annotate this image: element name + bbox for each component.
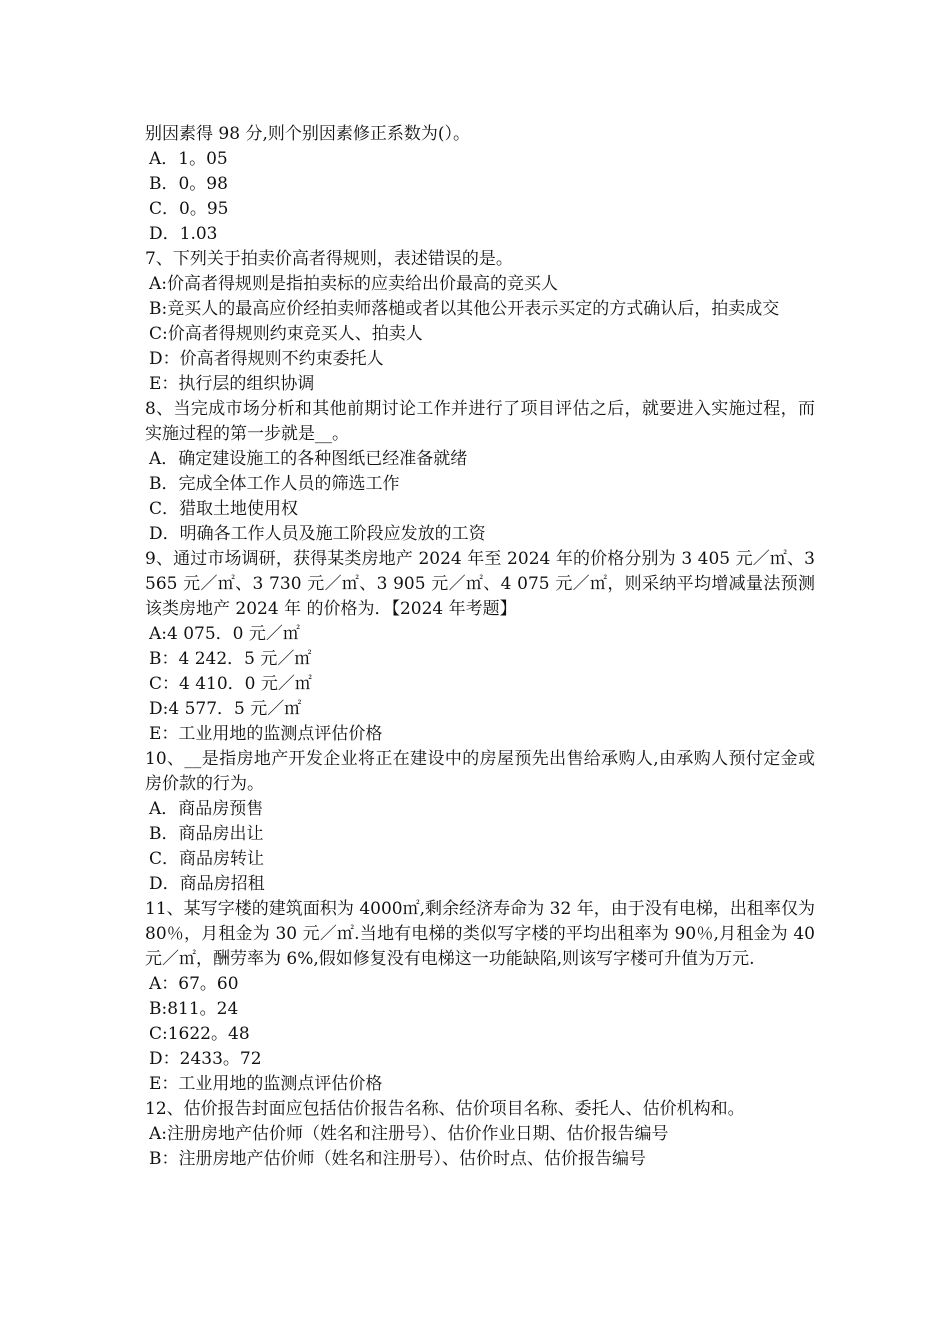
answer-option: A．确定建设施工的各种图纸已经准备就绪 [149,449,468,469]
question-text: 12、估价报告封面应包括估价报告名称、估价项目名称、委托人、估价机构和。 [145,1099,745,1119]
question-text: 7、下列关于拍卖价高者得规则，表述错误的是。 [145,249,513,269]
answer-option: C．0。95 [149,199,229,219]
question-text: 10、__是指房地产开发企业将正在建设中的房屋预先出售给承购人,由承购人预付定金或房价款的行为。 [145,749,815,794]
question-text: 9、通过市场调研，获得某类房地产 2024 年至 2024 年的价格分别为 3 405 元／㎡、3 565 元／㎡、3 730 元／㎡、3 905 元／㎡、4 075 元／㎡，则采纳平均增减量法预测该类房地产 2024 年 的价格为．【2024 年考题】 [145,549,821,619]
answer-option: A:注册房地产估价师（姓名和注册号）、估价作业日期、估价报告编号 [149,1124,669,1144]
answer-option: D：价高者得规则不约束委托人 [149,349,384,369]
answer-option: B．完成全体工作人员的筛选工作 [149,474,400,494]
answer-option: B:竞买人的最高应价经拍卖师落槌或者以其他公开表示买定的方式确认后，拍卖成交 [149,299,780,319]
document-body [145,122,821,1172]
answer-option: A:价高者得规则是指拍卖标的应卖给出价最高的竞买人 [149,274,559,294]
answer-option: C．猎取土地使用权 [149,499,299,519]
answer-option: C：4 410．0 元／㎡ [149,674,312,694]
answer-option: C:价高者得规则约束竞买人、拍卖人 [149,324,423,344]
answer-option: D:4 577．5 元／㎡ [149,699,302,719]
answer-option: C．商品房转让 [149,849,265,869]
answer-option: E：工业用地的监测点评估价格 [149,1074,383,1094]
answer-option: B:811。24 [149,999,239,1019]
answer-option: D：2433。72 [149,1049,262,1069]
answer-option: A．商品房预售 [149,799,264,819]
answer-option: A：67。60 [149,974,239,994]
answer-option: E：工业用地的监测点评估价格 [149,724,383,744]
text-line: 别因素得 98 分,则个别因素修正系数为(）。 [145,124,470,144]
question-text: 11、某写字楼的建筑面积为 4000㎡,剩余经济寿命为 32 年，由于没有电梯，出租率仅为 80％，月租金为 30 元／㎡.当地有电梯的类似写字楼的平均出租率为 90％,月租金为 40 元／㎡，酬劳率为 6%,假如修复没有电梯这一功能缺陷,则该写字楼可升值为万元. [145,899,821,969]
answer-option: D．1.03 [149,224,218,244]
answer-option: A:4 075．0 元／㎡ [149,624,300,644]
question-text: 8、当完成市场分析和其他前期讨论工作并进行了项目评估之后，就要进入实施过程，而实施过程的第一步就是__。 [145,399,815,444]
answer-option: B．0。98 [149,174,228,194]
answer-option: D．商品房招租 [149,874,265,894]
answer-option: B．商品房出让 [149,824,264,844]
answer-option: E：执行层的组织协调 [149,374,315,394]
answer-option: C:1622。48 [149,1024,250,1044]
answer-option: B：注册房地产估价师（姓名和注册号）、估价时点、估价报告编号 [149,1149,646,1169]
answer-option: D．明确各工作人员及施工阶段应发放的工资 [149,524,486,544]
answer-option: B：4 242．5 元／㎡ [149,649,312,669]
answer-option: A．1。05 [149,149,228,169]
